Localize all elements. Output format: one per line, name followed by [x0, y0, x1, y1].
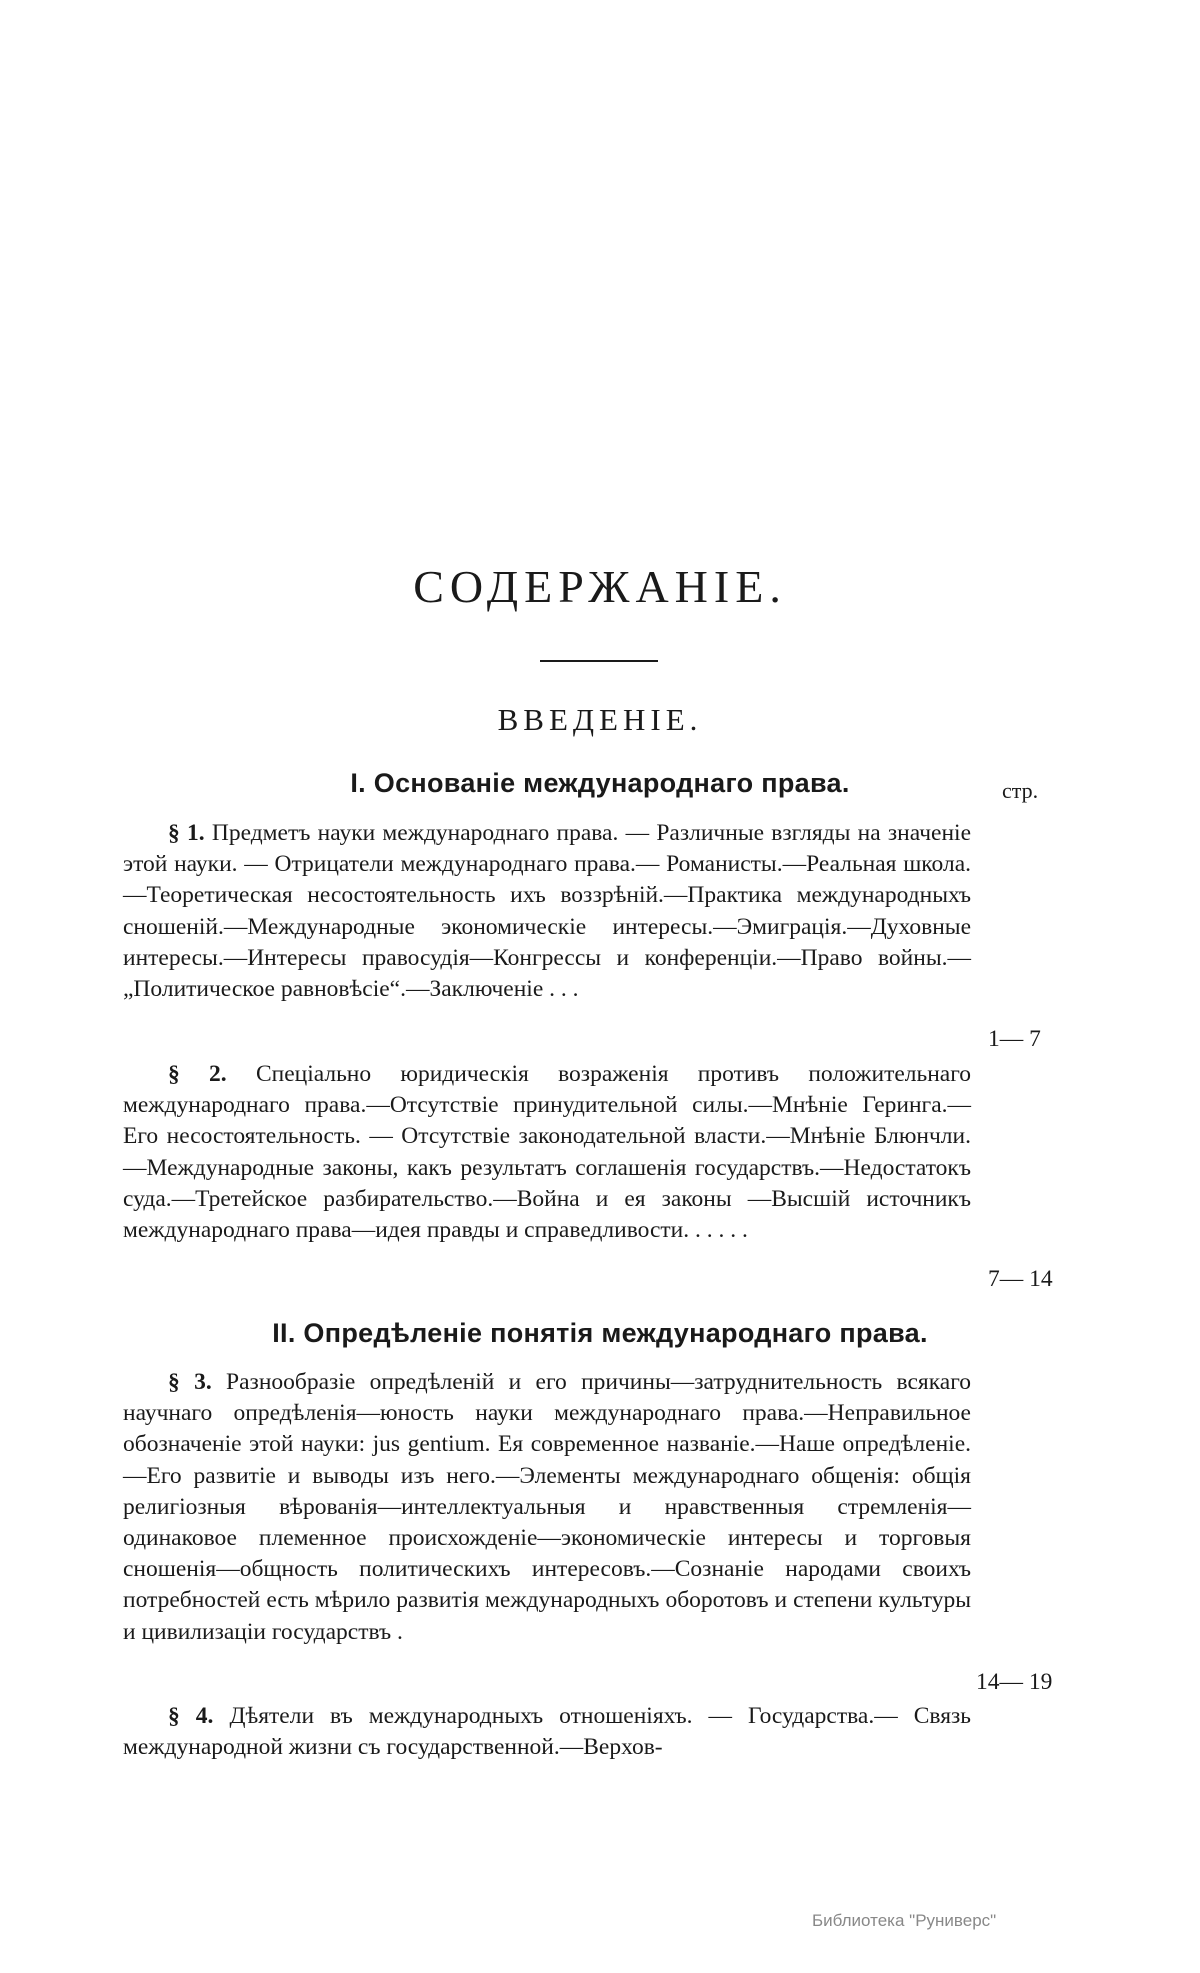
paragraph-mark: § 3. — [168, 1369, 212, 1395]
entry-text: Спеціально юридическія возраженія противъ положительнаго международнаго права.—Отсутствіе принудительной силы.—Мнѣніе Геринга.—Его несостоятельность. — Отсутствіе законодательной власти.—Мнѣніе Блюнчли.—Международные законы, какъ результатъ соглашенія государствъ.—Недостатокъ суда.—Третейское разбирательство.—Война и ея законы —Высшій источникъ международнаго права—идея правды и справедливости. . . . . . — [123, 1061, 972, 1244]
entry-text: Разнообразіе опредѣленій и его причины—затруднительность всякаго научнаго опредѣленія—юность науки международнаго права.—Неправильное обозначеніе этой науки: jus gentium. Ея современное названіе.—Наше опредѣленіе.—Его развитіе и выводы изъ него.—Элементы международнаго общенія: общія религіозныя вѣрованія—интеллектуальныя и нравственныя стремленія—одинаковое племенное происхожденіе—экономическіе интересы и торговыя сношенія—общность политическихъ интересовъ.—Сознаніе народами своихъ потребностей есть мѣрило развитія международныхъ оборотовъ и степени культуры и цивилизаціи государствъ . — [123, 1369, 972, 1645]
page-ref-3: 14— 19 — [976, 1669, 1053, 1695]
page-title: СОДЕРЖАНІЕ. — [413, 561, 787, 612]
paragraph-mark: § 1. — [168, 820, 205, 846]
title-rule — [540, 660, 658, 662]
section-heading-1: I. Основаніе международнаго права. — [350, 768, 850, 798]
entry-text: Дѣятели въ международныхъ отношеніяхъ. — Государства.— Связь международной жизни съ государственной.—Верхов- — [123, 1703, 972, 1761]
toc-entry-2 — [123, 1059, 971, 1246]
entry-text: Предметъ науки международнаго права. — Различные взгляды на значеніе этой науки. — Отрицатели международнаго права.— Романисты.—Реальная школа.—Теоретическая несостоятельность ихъ воззрѣній.—Практика международныхъ сношеній.—Международные экономическіе интересы.—Эмиграція.—Духовные интересы.—Интересы правосудія—Конгрессы и конференціи.—Право войны.—„Политическое равновѣсіе“.—Заключеніе . . . — [123, 820, 972, 1003]
toc-entry-1 — [123, 818, 971, 1005]
toc-entry-3 — [123, 1367, 971, 1648]
paragraph-mark: § 2. — [168, 1061, 227, 1087]
introduction-heading: ВВЕДЕНІЕ. — [497, 702, 703, 737]
page-column-label: стр. — [1002, 778, 1039, 803]
page-ref-1: 1— 7 — [988, 1026, 1041, 1052]
section-heading-2: II. Опредѣленіе понятія международнаго права. — [272, 1318, 928, 1348]
page-ref-2: 7— 14 — [988, 1266, 1053, 1292]
watermark: Библиотека "Руниверс" — [812, 1911, 997, 1930]
toc-entry-4 — [123, 1701, 971, 1763]
paragraph-mark: § 4. — [168, 1703, 214, 1729]
